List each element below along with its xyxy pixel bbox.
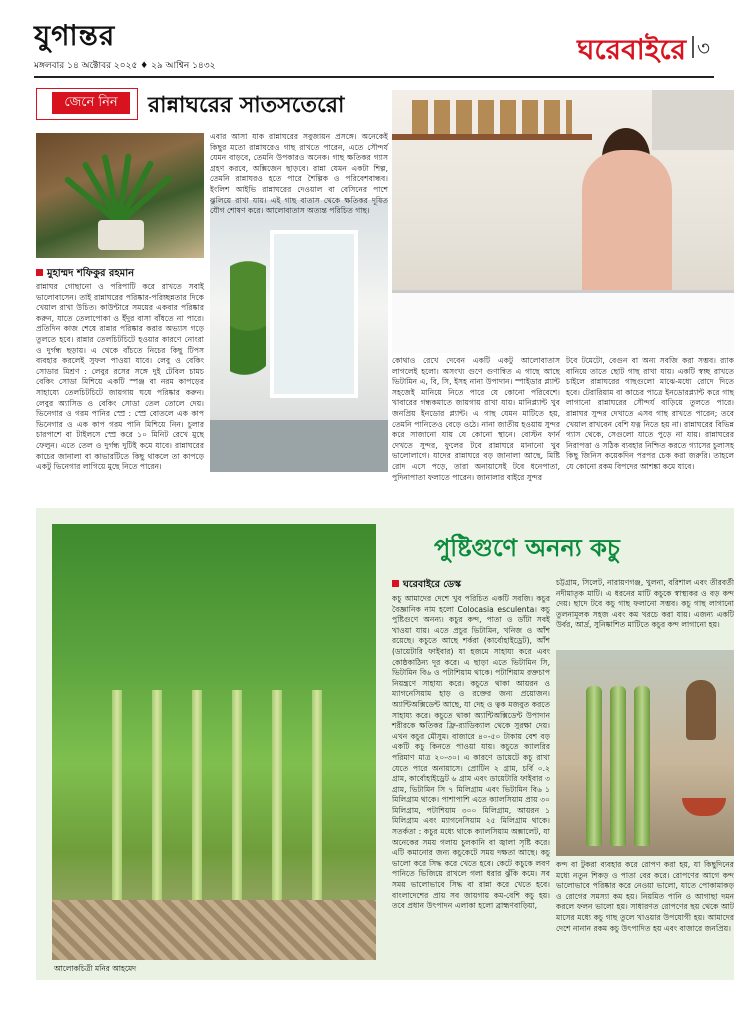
byline-marker <box>36 269 43 276</box>
photo-credit: আলোকচিত্রী মনির আহমেদ <box>54 964 137 973</box>
page-divider <box>692 36 694 58</box>
kitchen-window-plants-photo <box>210 200 388 472</box>
masthead-rule <box>34 76 714 78</box>
story2-column-3: কন্দ বা টুকরা ব্যবহার করে রোপণ করা হয়, যা কিছুদিনের মধ্যে নতুন শিকড় ও পাতা বের করে। রোপণের আগে কন্দ ভালোভাবে পরিষ্কার করে নেওয়া ভালো, যাতে পোকামাকড় ও রোগের সমস্যা কম হয়। নিয়মিত পানি ও আগাছা দমন করলে ফলন ভালো হয়। সাধারণত রোপণের ছয় থেকে আট মাসের মধ্যে কচু গাছ তুলে খাওয়ার উপযোগী হয়। আমাদের দেশে নানান রকম কচু উৎপাদিত হয় এবং বাজারে জনপ্রিয়। <box>556 860 734 933</box>
story1-column-1: রান্নাঘর গোছানো ও পরিপাটি করে রাখতে সবাই ভালোবাসেন। তাই রান্নাঘরের পরিষ্কার-পরিচ্ছন্নতার দিকে খেয়াল রাখা উচিত। কাউন্টারে সময়ের একবার পরিষ্কার করুন, যাতে তেলাপোকা ও ইঁদুর বাসা বাঁধতে না পারে। প্রতিদিন কাজ শেষে রান্নার পরিষ্কার করার অভ্যাস গড়ে তুলতে হবে। রান্নার তেলচিটচিটে হওয়ার কারণে নোংরা ও দুর্গন্ধ ছড়ায়। এ থেকে বাঁচতে নিচের কিছু টিপস ব্যবহার করলেই সুফল পাওয়া যাবে। লেবু ও বেকিং সোডার মিশ্রণ : লেবুর রসের সঙ্গে দুই টেবিল চামচ বেকিং সোডা মিশিয়ে একটি স্পঞ্জ বা নরম কাপড়ের সাহায্যে তেলচিটচিটে জায়গায় ঘষে পরিষ্কার করুন। লেবুর অ্যাসিড ও বেকিং সোডা তেল তোলে দেয়। ভিনেগার ও গরম পানির স্প্রে : স্প্রে বোতলে এক কাপ ভিনেগার ও এক কাপ গরম পানি মিশিয়ে নিন। চুলার চারপাশে বা টাইলসে স্প্রে করে ১০ মিনিট রেখে মুছে ফেলুন। এতে তেল ও দুর্গন্ধ দুটিই কমে যাবে। রান্নাঘরের কাচের জানালা বা কাভারটিতে কিছু থাকলে তা কাপড়ে একটু ভিনেগার লাগিয়ে মুছে নিতে পারেন। <box>36 282 204 472</box>
kitchen-woman-photo <box>392 90 734 350</box>
page-number: ৩ <box>696 36 710 60</box>
story1-byline <box>36 266 134 283</box>
story2-headline: পুষ্টিগুণে অনন্য কচু <box>434 534 620 562</box>
story1-column-2: এবার আসা যাক রান্নাঘরের সবুজায়ন প্রসঙ্গে। অনেকেই কিছুর মতো রান্নাঘরেও গাছ রাখতে পারেন, এতে সৌন্দর্য যেমন বাড়বে, তেমনি উপকারও অনেক। গাছ ক্ষতিকর গ্যাস গ্রহণ করবে, অক্সিজেন ছাড়বে। রান্না যেমন একটা শিল্প, তেমনি রান্নাঘরও হতে পারে শৈল্পিক ও পরিবেশবান্ধব। ইংলিশ আইভি রান্নাঘরের দেওয়াল বা বেসিনের পাশে ঝুলিয়ে রাখা যায়। এই গাছ বাতাস থেকে ক্ষতিকর দূষিত যৌগ শোষণ করে। আলোবাতাস অত্যন্ত পরিচিত গাছ। <box>210 132 388 216</box>
taro-market-photo <box>556 650 734 856</box>
byline-text: মুহাম্মদ শফিকুর রহমান <box>47 268 135 279</box>
story2-desk <box>392 578 461 593</box>
taro-bundle-photo <box>52 524 376 960</box>
spider-plant-photo <box>36 133 204 258</box>
story2-column-2: চট্টগ্রাম, সিলেট, নারায়ণগঞ্জ, খুলনা, বরিশাল এবং তীরবর্তী নদীমাতৃক মাটি। এ ধরনের মাটি কচুকে স্বাস্থ্যকর ও বড় কন্দ দেয়। ছাদে টবে কচু গাছ ফলানো সম্ভব। কচু গাছ লাগানো তুলনামূলক সহজ এবং কম খরচে করা যায়। এজন্য একটি উর্বর, আর্দ্র, সুনিষ্কাশিত মাটিতে কচুর কন্দ লাগানো হয়। <box>556 578 734 630</box>
newspaper-logo: যুগান্তর <box>34 19 116 52</box>
story1-column-4: টবে টমেটো, বেগুন বা অন্য সবজি করা সম্ভব। র‍্যাক বানিয়ে তাতে ছোট গাছ রাখা যায়। একটি স্বচ্ছ রাখতে চাইলে রান্নাঘরের গাছগুলো মাঝে-মধ্যে রোদে দিতে হবে। টেরারিয়াম বা কাচের পাত্রে ইনডোরপ্ল্যান্ট করে গাছ লাগানো রান্নাঘরের সৌন্দর্য বাড়িয়ে তুলতে পারে। রান্নাঘর সুন্দর দেখাতে এসব গাছ রাখতে পারেন; তবে খেয়াল রাখবেন বেশি যত্ন নিতে হয় না। রান্নাঘরের বিভিন্ন গ্যাস থেকে, সেগুলো যাতে পুড়ে না যায়। রান্নাঘরের নিরাপত্তা ও সঠিক ব্যবহার নিশ্চিত করতে গ্যাসের চুলাসহ কিছু জিনিস কয়েকদিন পরপর চেক করা জরুরি। তাহলে যে কোনো রকম বিপদের আশঙ্কা কমে যাবে। <box>566 356 734 471</box>
desk-marker <box>392 580 399 587</box>
masthead <box>0 0 748 82</box>
section-logo: ঘরেবাইরে <box>577 33 686 66</box>
story1-column-3: কোথাও রেখে দেবেন একটি একটু আলোবাতাস লাগলেই হলো। অসংখ্য গুণে গুণান্বিত এ গাছে আছে ভিটামিন এ, বি, সি, ইসহ নানা উপাদান। স্পাইডার প্ল্যান্ট সহজেই মানিয়ে নিতে পারে যে কোনো পরিবেশে। খাবারের গন্ধকমাতে জায়গায় রাখা যায়। মানিপ্ল্যান্ট খুব জনপ্রিয় ইনডোর প্ল্যান্ট। এ গাছ যেমন মাটিতে হয়, তেমনি পানিতেও বেড়ে ওঠে। নানা জাতীয় হওয়ায় সুন্দর করে সাজানো যায় যে কোনো স্থানে। বোস্টন ফার্ন দেখতে সুন্দর, ফুলের টবে রান্নাঘরে মানানো খুব ভালোলাগে। যাদের রান্নাঘরে বড় জানালা আছে, মিষ্টি রোদ এসে পড়ে, তারা অনায়াসেই টবে ধনেপাতা, পুদিনাপাতা ফলাতে পারেন। জানালার বাইরে সুন্দর <box>392 356 560 482</box>
story2-column-1: কচু আমাদের দেশে খুব পরিচিত একটি সবজি। কচুর বৈজ্ঞানিক নাম হলো Colocasia esculenta। কচু পুষ্টিগুণে অনন্য। কচুর কন্দ, পাতা ও ডাঁটা সবই খাওয়া যায়। এতে প্রচুর ভিটামিন, খনিজ ও আঁশ রয়েছে। কচুতে আছে শর্করা (কার্বোহাইড্রেট), আঁশ (ডায়েটারি ফাইবার) যা হজমে সাহায্য করে এবং কোষ্ঠকাঠিন্য দূর করে। এ ছাড়া এতে ভিটামিন সি, ভিটামিন বি৬ ও পটাশিয়াম থাকে। পটাশিয়াম রক্তচাপ নিয়ন্ত্রণে সাহায্য করে। কচুতে থাকা আয়রন ও ম্যাগনেসিয়াম হাড় ও রক্তের জন্য প্রয়োজন। অ্যান্টিঅক্সিডেন্ট আছে, যা দেহ ও ত্বক মজবুত করতে সাহায্য করে। কচুতে থাকা অ্যান্টিঅক্সিডেন্ট উপাদান শরীরকে ক্ষতিকর ফ্রি-র‍্যাডিক্যাল থেকে সুরক্ষা দেয়। এখন কচুর মৌসুম। বাজারে ৪০-৫০ টাকায় বেশ বড় একটি কচু কিনতে পাওয়া যায়। কচুতে ক্যালরির পরিমাণ মাত্র ২০-৩০। এ কারণে ডায়েটে কচু রাখা যেতে পারে অনায়াসে। প্রোটিন ২ গ্রাম, চর্বি ০.২ গ্রাম, কার্বোহাইড্রেট ৬ গ্রাম এবং ডায়েটারি ফাইবার ৩ গ্রাম, ভিটামিন সি ৭ মিলিগ্রাম এবং ভিটামিন বি৬ ১ মিলিগ্রাম থাকে। পাশাপাশি এতে ক্যালসিয়াম প্রায় ৩০ মিলিগ্রাম, পটাশিয়াম ৩০০ মিলিগ্রাম, আয়রন ১ মিলিগ্রাম এবং ম্যাগনেসিয়াম ২৫ মিলিগ্রাম থাকে। সতর্কতা : কচুর মধ্যে থাকে ক্যালসিয়াম অক্সালেট, যা অনেকের সময় গলায় চুলকানি বা জ্বালা সৃষ্টি করে। এটি কমানোর জন্য কচুকেটে সময় দক্ষতা আছে। কচু ভালো করে সিদ্ধ করে খেতে হবে। কেটে কচুকে লবণ পানিতে ভিজিয়ে রাখলে গলা ধরার ঝুঁকি কমে। সব সময় ভালোভাবে সিদ্ধ বা রান্না করে খেতে হবে। বাংলাদেশের প্রায় সব জায়গায় কম-বেশি কচু হয়। তবে প্রধান উৎপাদন এলাকা হলো ব্রাহ্মণবাড়িয়া, <box>392 594 550 911</box>
dateline: মঙ্গলবার ১৪ অক্টোবর ২০২৫ ♦ ২৯ আশ্বিন ১৪৩২ <box>34 61 216 71</box>
story1-headline: রান্নাঘরের সাতসতেরো <box>148 93 345 118</box>
desk-text: ঘরেবাইরে ডেস্ক <box>403 579 461 590</box>
kicker-label: জেনে নিন <box>52 92 130 114</box>
